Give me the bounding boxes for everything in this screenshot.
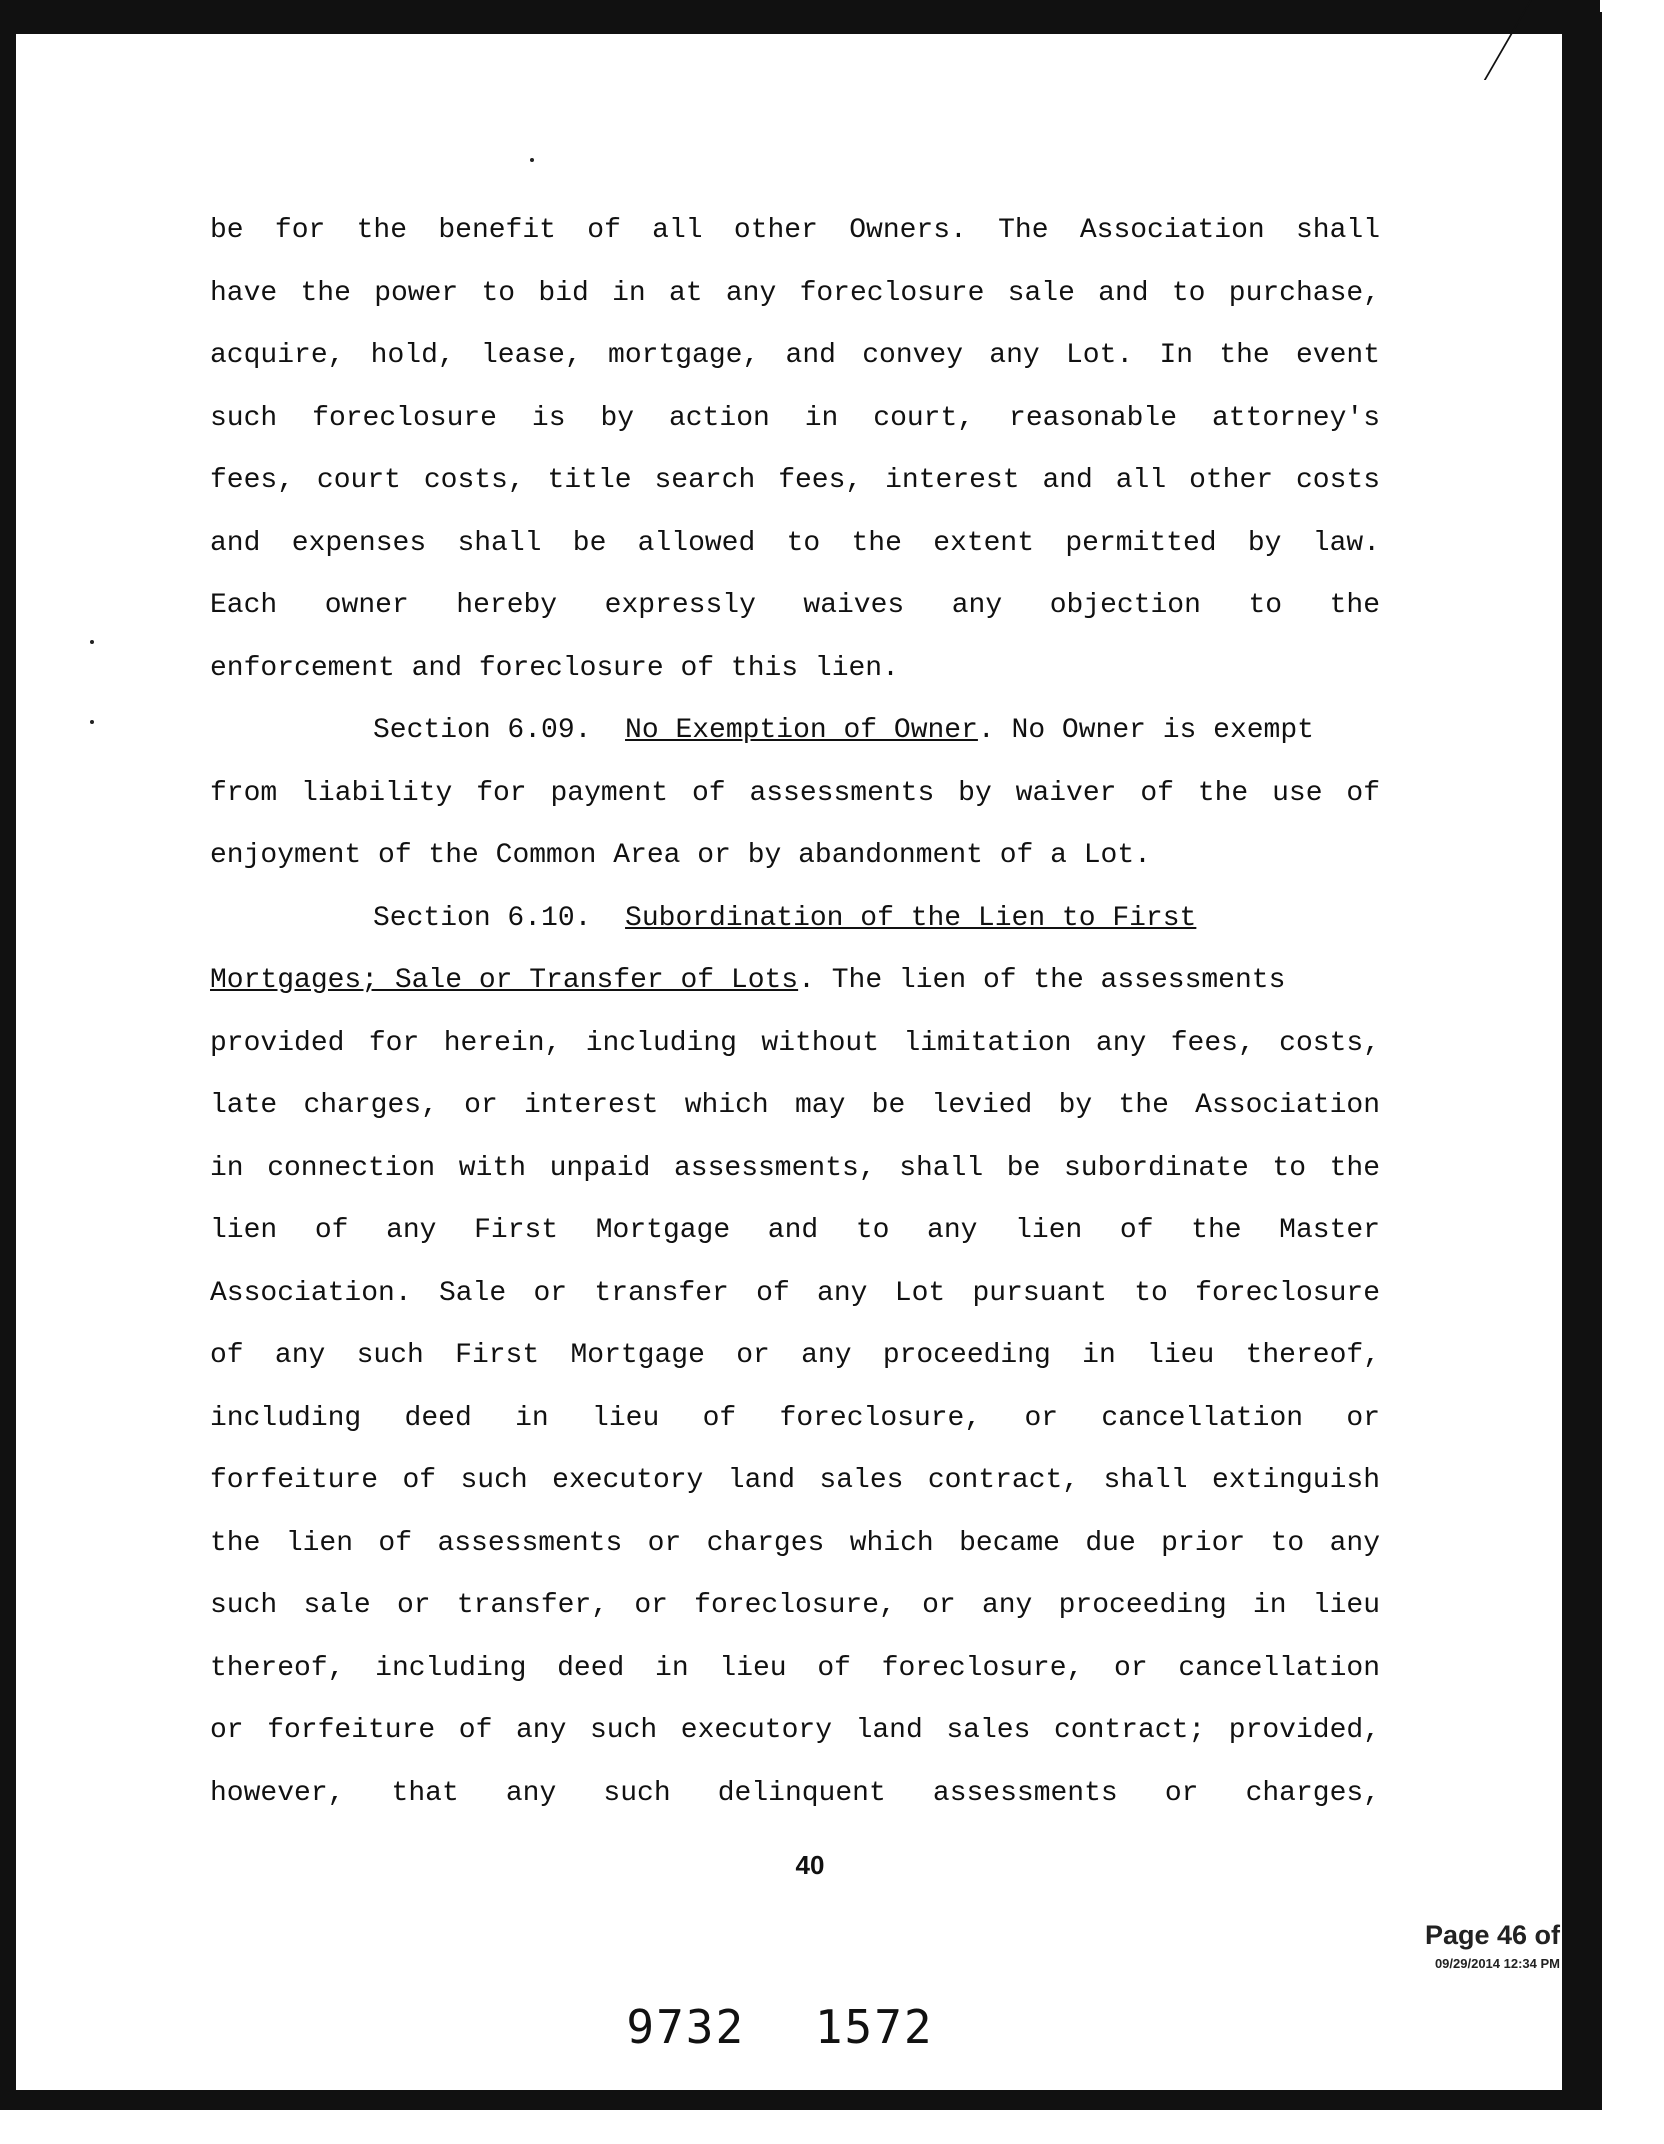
section-6-09-line: enjoyment of the Common Area or by abandonment of a Lot.	[210, 840, 1151, 871]
scan-speck	[530, 158, 534, 162]
section-6-10-line: provided for herein, including without limitation any fees, costs,	[210, 1027, 1380, 1059]
section-6-10-line: forfeiture of such executory land sales contract, shall extinguish	[210, 1465, 1380, 1496]
scan-border-top	[0, 0, 1600, 34]
section-6-10-line: of any such First Mortgage or any proceeding in lieu thereof,	[210, 1340, 1380, 1371]
body-line: be for the benefit of all other Owners. The Association shall	[210, 215, 1380, 246]
section-label: Section 6.10.	[373, 902, 592, 934]
section-6-10-line: such sale or transfer, or foreclosure, or any proceeding in lieu	[210, 1590, 1380, 1621]
scan-border-bottom	[0, 2090, 1600, 2110]
section-6-09-heading-line	[210, 700, 1380, 763]
section-6-09-line: from liability for payment of assessments by waiver of the use of	[210, 777, 1380, 809]
body-line: have the power to bid in at any foreclosure sale and to purchase,	[210, 277, 1380, 309]
section-title: No Exemption of Owner	[625, 715, 978, 746]
body-line: acquire, hold, lease, mortgage, and convey any Lot. In the event	[210, 340, 1380, 371]
section-lead-text: . No Owner is exempt	[977, 715, 1314, 746]
document-body	[210, 200, 1380, 1825]
section-6-10-line: however, that any such delinquent assessments or charges,	[210, 1777, 1380, 1809]
section-label: Section 6.09.	[373, 715, 592, 746]
section-6-10-line: lien of any First Mortgage and to any lien of the Master	[210, 1215, 1380, 1246]
scan-border-right	[1562, 12, 1602, 2110]
scan-border-left	[0, 0, 16, 2110]
body-line: such foreclosure is by action in court, reasonable attorney's	[210, 402, 1380, 434]
section-6-10-line: in connection with unpaid assessments, shall be subordinate to the	[210, 1152, 1380, 1184]
section-title-continued: Mortgages; Sale or Transfer of Lots	[210, 965, 799, 996]
page-number: 40	[795, 1850, 825, 1880]
scan-speck	[90, 640, 94, 644]
section-6-10-heading-line-2	[210, 950, 1380, 1013]
book-page-number: 9732 1572	[626, 2000, 934, 2054]
scan-speck	[90, 720, 94, 724]
section-lead-text: . The lien of the assessments	[798, 965, 1286, 996]
section-6-10-line: late charges, or interest which may be levied by the Association	[210, 1090, 1380, 1121]
body-line: fees, court costs, title search fees, interest and all other costs	[210, 465, 1380, 496]
body-line: enforcement and foreclosure of this lien.	[210, 652, 899, 684]
section-6-10-line: including deed in lieu of foreclosure, or cancellation or	[210, 1402, 1380, 1434]
body-line: and expenses shall be allowed to the extent permitted by law.	[210, 527, 1380, 559]
section-6-10-line: the lien of assessments or charges which became due prior to any	[210, 1527, 1380, 1559]
section-title: Subordination of the Lien to First	[625, 902, 1197, 934]
recording-stamp-page: Page 46 of	[1424, 1920, 1560, 1950]
section-6-10-line: Association. Sale or transfer of any Lot pursuant to foreclosure	[210, 1277, 1380, 1309]
section-6-10-heading-line	[210, 888, 1380, 951]
section-6-10-line: or forfeiture of any such executory land sales contract; provided,	[210, 1715, 1380, 1746]
recording-stamp-datetime: 09/29/2014 12:34 PM	[1434, 1956, 1560, 1971]
section-6-10-line: thereof, including deed in lieu of foreclosure, or cancellation	[210, 1652, 1380, 1684]
body-line: Each owner hereby expressly waives any objection to the	[210, 590, 1380, 621]
